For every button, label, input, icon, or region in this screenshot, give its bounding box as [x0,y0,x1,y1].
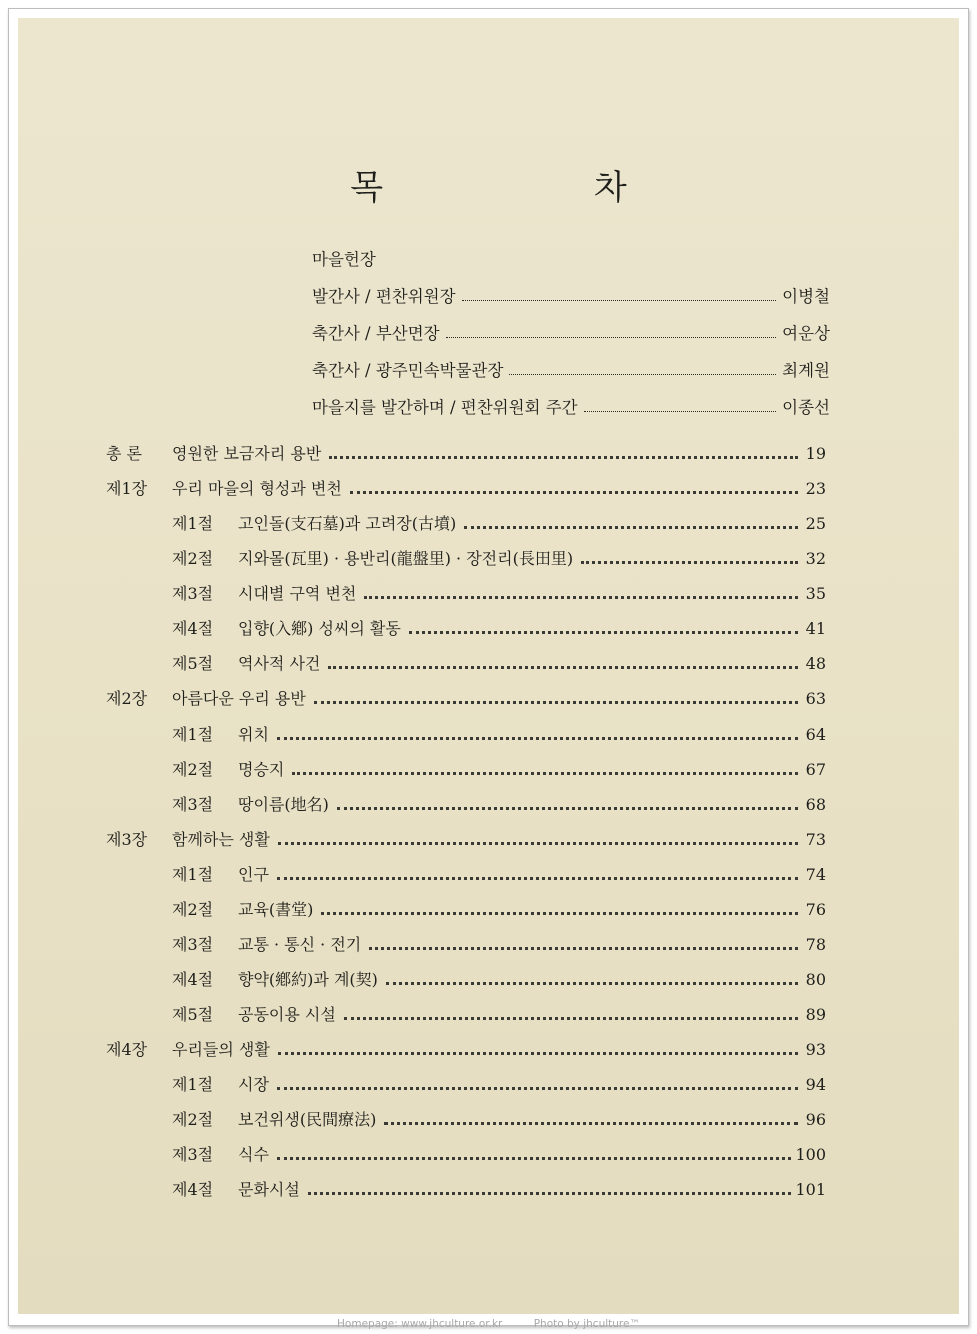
toc-chapter-row [106,472,826,506]
page-number: 93 [805,1040,826,1059]
page-number: 63 [805,689,826,708]
dot-leader [329,456,798,459]
section-title: 위치 [238,725,269,744]
section-number: 제1절 [172,725,214,744]
dot-leader [462,300,777,301]
section-title: 향약(鄕約)과 계(契) [238,970,378,989]
page-number: 80 [805,970,826,989]
toc-section-row [172,963,826,997]
section-title: 땅이름(地名) [238,795,329,814]
toc-section-row [172,893,826,927]
front-matter-item [312,353,830,390]
front-matter-author: 여운상 [782,324,830,344]
section-number: 제4절 [172,1180,214,1199]
toc-section-row [172,647,826,681]
section-number: 제4절 [172,970,214,989]
section-title: 보건위생(民間療法) [238,1110,377,1129]
toc-section-row [172,507,826,541]
page-number: 68 [805,795,826,814]
section-number: 제2절 [172,760,214,779]
chapter-title: 함께하는 생활 [172,830,270,849]
front-matter-label: 축간사 / 광주민속박물관장 [312,361,504,381]
chapter-title: 우리 마을의 형성과 변천 [172,479,342,498]
toc-section-row [172,788,826,822]
page-number: 89 [805,1005,826,1024]
page-number: 74 [805,865,826,884]
dot-leader [509,374,776,375]
toc-chapter-row [106,682,826,716]
dot-leader [344,1017,798,1020]
toc-chapter-row [106,437,826,471]
page-number: 101 [795,1180,826,1199]
section-number: 제2절 [172,549,214,568]
dot-leader [328,666,798,669]
dot-leader [584,411,777,412]
page-number: 19 [805,444,826,463]
front-matter-list [312,242,830,427]
chapter-title: 영원한 보금자리 용반 [172,444,322,463]
section-title: 문화시설 [238,1180,300,1199]
dot-leader [350,491,798,494]
section-number: 제1절 [172,1075,214,1094]
section-title: 명승지 [238,760,285,779]
section-title: 인구 [238,865,269,884]
page-number: 67 [805,760,826,779]
dot-leader [277,877,798,880]
toc-chapter-row [106,823,826,857]
dot-leader [337,807,798,810]
section-title: 공동이용 시설 [238,1005,336,1024]
section-number: 제3절 [172,584,214,603]
page-number: 23 [805,479,826,498]
front-matter-author: 최계원 [782,361,830,381]
dot-leader [364,596,798,599]
dot-leader [277,1157,792,1160]
section-number: 제5절 [172,1005,214,1024]
dot-leader [277,737,798,740]
page-number: 48 [805,654,826,673]
dot-leader [369,947,798,950]
dot-leader [446,337,777,338]
toc-section-row [172,1138,826,1172]
dot-leader [277,1087,798,1090]
homepage-text: Homepage: www.jhculture.or.kr [337,1318,503,1330]
section-number: 제2절 [172,1110,214,1129]
chapter-number: 총 론 [106,444,142,463]
page-title: 목 차 [350,168,727,208]
dot-leader [292,772,798,775]
front-matter-item [312,279,830,316]
toc-section-row [172,718,826,752]
dot-leader [384,1122,798,1125]
dot-leader [314,701,798,704]
dot-leader [278,1052,798,1055]
section-number: 제3절 [172,1145,214,1164]
dot-leader [278,842,798,845]
page-number: 41 [805,619,826,638]
page-number: 35 [805,584,826,603]
page-number: 100 [795,1145,826,1164]
dot-leader [581,561,798,564]
toc-section-row [172,612,826,646]
front-matter-author: 이병철 [782,287,830,307]
toc-section-row [172,1173,826,1207]
front-matter-label: 축간사 / 부산면장 [312,324,440,344]
front-matter-label: 발간사 / 편찬위원장 [312,287,456,307]
page-number: 78 [805,935,826,954]
toc-chapter-row [106,1033,826,1067]
section-title: 시장 [238,1075,269,1094]
dot-leader [321,912,798,915]
section-number: 제3절 [172,935,214,954]
section-title: 교육(書堂) [238,900,314,919]
page-number: 94 [805,1075,826,1094]
section-number: 제1절 [172,514,214,533]
dot-leader [464,526,798,529]
front-matter-item [312,390,830,427]
page-number: 73 [805,830,826,849]
toc-section-row [172,858,826,892]
toc-section-row [172,1068,826,1102]
dot-leader [409,631,798,634]
page-number: 76 [805,900,826,919]
front-matter-item [312,242,830,279]
chapter-number: 제1장 [106,479,148,498]
photo-credit [0,1318,977,1330]
toc-section-row [172,577,826,611]
toc-section-row [172,753,826,787]
section-title: 역사적 사건 [238,654,321,673]
book-page [18,18,959,1314]
section-title: 입향(入鄕) 성씨의 활동 [238,619,401,638]
section-number: 제2절 [172,900,214,919]
section-number: 제1절 [172,865,214,884]
chapter-title: 우리들의 생활 [172,1040,270,1059]
toc-section-row [172,1103,826,1137]
chapter-number: 제2장 [106,689,148,708]
dot-leader [386,982,798,985]
dot-leader [308,1192,792,1195]
section-title: 교통 · 통신 · 전기 [238,935,362,954]
page-number: 25 [805,514,826,533]
section-title: 지와몰(瓦里) · 용반리(龍盤里) · 장전리(長田里) [238,549,574,568]
page-number: 32 [805,549,826,568]
front-matter-label: 마을헌장 [312,250,376,270]
photo-credit-text: Photo by jhculture™ [533,1318,640,1330]
chapter-number: 제3장 [106,830,148,849]
page-number: 64 [805,725,826,744]
section-title: 고인돌(支石墓)과 고려장(古墳) [238,514,457,533]
front-matter-item [312,316,830,353]
chapter-title: 아름다운 우리 용반 [172,689,306,708]
toc-section-row [172,928,826,962]
section-title: 시대별 구역 변천 [238,584,357,603]
front-matter-author: 이종선 [782,398,830,418]
section-number: 제3절 [172,795,214,814]
section-title: 식수 [238,1145,269,1164]
page-number: 96 [805,1110,826,1129]
toc-section-row [172,542,826,576]
section-number: 제5절 [172,654,214,673]
chapter-number: 제4장 [106,1040,148,1059]
toc-section-row [172,998,826,1032]
front-matter-label: 마을지를 발간하며 / 편찬위원회 주간 [312,398,578,418]
section-number: 제4절 [172,619,214,638]
